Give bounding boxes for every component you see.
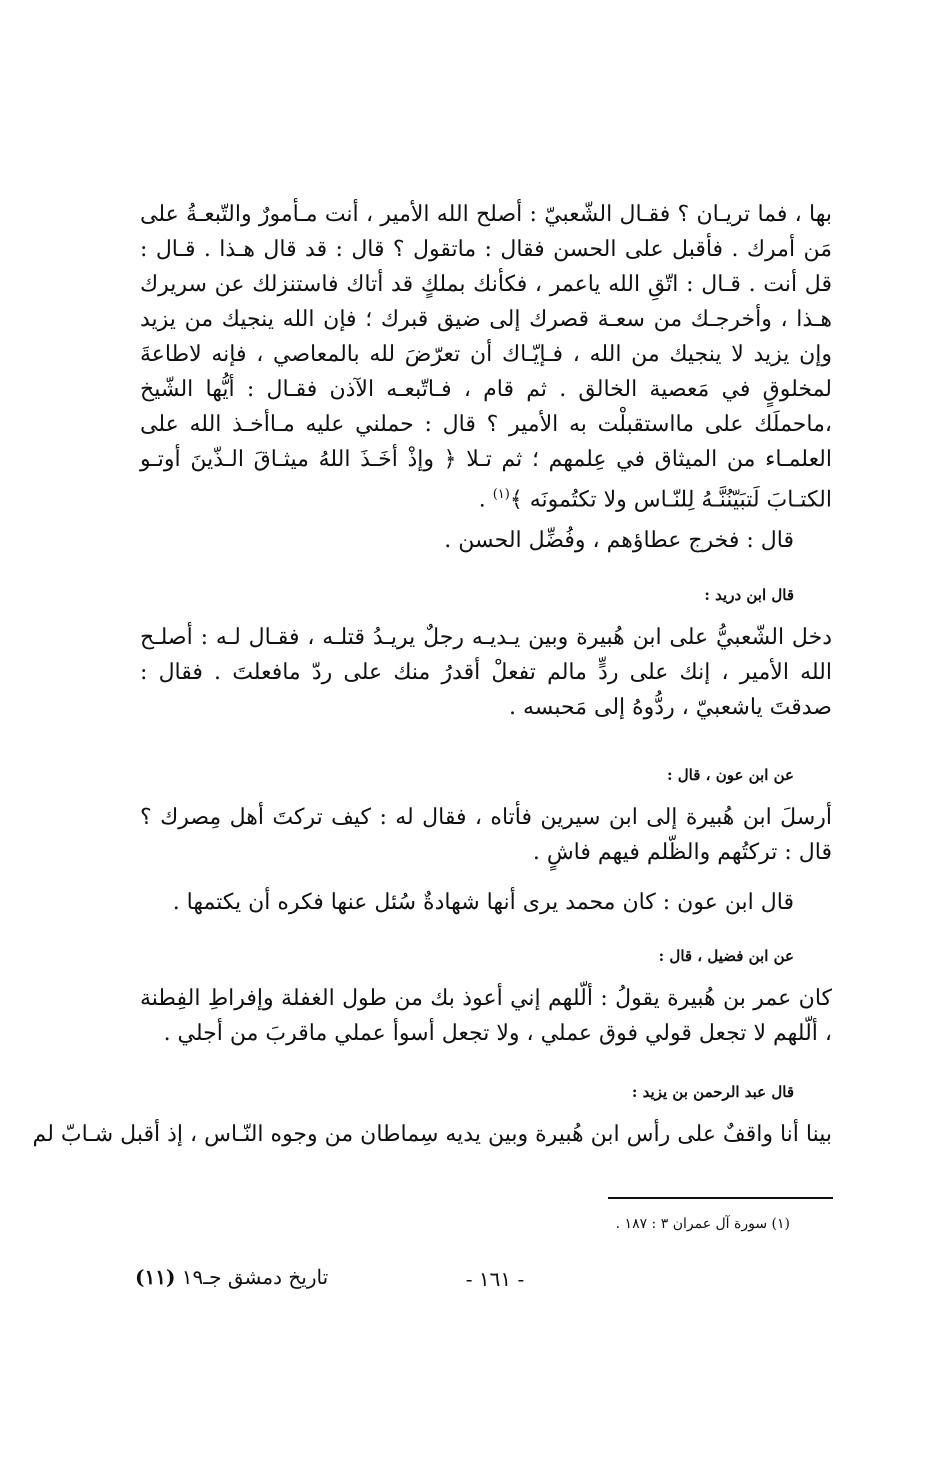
book-title: تاريخ دمشق جـ١٩ [181,1265,329,1289]
footnote-divider [608,1197,833,1199]
heading-ibn-durayd: قال ابن دريد : [704,586,794,604]
footnote-marker: (١) [492,487,510,502]
volume-part: (١١) [135,1265,176,1289]
sentence-end: . [478,487,486,513]
paragraph-shabi-ibn-hubayra: دخل الشّعبيُّ على ابن هُبيرة وبين يـديـه رجلٌ يريـدُ قتلـه ، فقـال لـه : أصلـح الله الأمير ، إنك على ردٍّ مالم تفعلْ أقدرُ منك على ردّ مافعلتَ . فقال : صدقتَ ياشعبيّ ، ردُّوهُ إلى مَحبسه . [140,625,832,720]
page-number: - ١٦١ - [465,1267,525,1291]
paragraph-ibn-awn-comment: قال ابن عون : كان محمد يرى أنها شهادةٌ سُئل عنها فكره أن يكتمها . [172,890,794,915]
paragraph-stipend: قال : فخرج عطاؤهم ، وفُضِّل الحسن . [444,528,794,553]
paragraph-text: بها ، فما تريـان ؟ فقـال الشّعبيّ : أصلح الله الأمير ، أنت مـأمورٌ والتّبعـةُ على مَن أمرك . فأقبل على الحسن فقال : ماتقول ؟ قال : قد قال هـذا . قـال : قل أنت . قـال : اتّقِ الله ياعمر ، فكأنك بملكٍ قد أتاك فاستنزلك عن سريرك هـذا ، وأخرجـك من سعـة قصرك إلى ضيق قبرك ؛ فإن الله ينجيك من يزيد وإن يزيد لا ينجيك من الله ، فـإيّـاك أن تعرّضَ لله بالمعاصي ، فإنه لاطاعةَ لمخلوقٍ في مَعصية الخالق . ثم قام ، فـاتّبعـه الآذن فقـال : أيُّها الشّيخ ،ماحملَك على مااستقبلْت به الأمير ؟ قال : حملني عليه مـاأخـذ الله على العلمـاء من الميثاق في عِلمهم ؛ ثم تـلا ﴿ وإذْ أخَـذَ اللهُ ميثـاقَ الـذّينَ أوتـو الكتـابَ لَتبَيّنُنَّـهُ لِلنّـاس ولا تكتُمونَه ﴾ [140,202,833,513]
paragraph-abd-al-rahman: بينا أنا واقفٌ على رأس ابن هُبيرة وبين يديه سِماطان من وجوه النّـاس ، إذ أقبل شـابّ لم [32,1122,832,1147]
heading-abd-al-rahman: قال عبد الرحمن بن يزيد : [631,1083,794,1101]
heading-ibn-fudayl: عن ابن فضيل ، قال : [658,947,794,965]
paragraph-umar-prayer: كان عمر بن هُبيرة يقولُ : ألّلهم إني أعوذ بك من طول الغفلة وإفراطِ الفِطنة ، ألّلهم لا تجعل قولي فوق عملي ، ولا تجعل أسوأ عملي ماقربَ من أجلي . [140,986,832,1046]
heading-ibn-awn: عن ابن عون ، قال : [667,766,794,784]
paragraph-ibn-sirin: أرسلَ ابن هُبيرة إلى ابن سيرين فأتاه ، فقال له : كيف تركتَ أهل مِصرك ؟ قال : تركتُهم والظّلم فيهم فاشٍ . [140,805,832,865]
paragraph-hasan-admonition [140,197,832,517]
footnote: (١) سورة آل عمران ٣ : ١٨٧ . [615,1216,790,1232]
running-title [135,1265,365,1289]
